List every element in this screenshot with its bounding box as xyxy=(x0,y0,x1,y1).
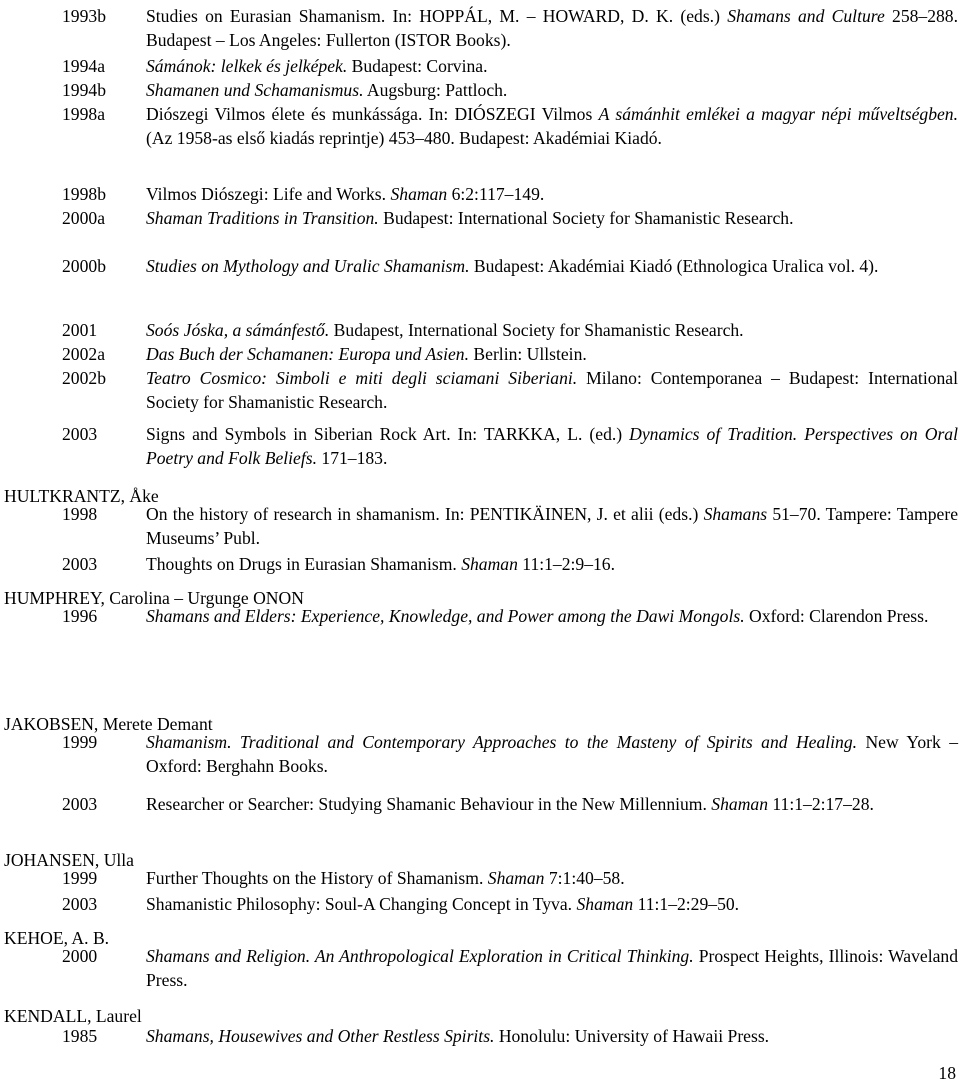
entry-italic-segment: Shaman xyxy=(487,868,545,888)
entry-text xyxy=(146,866,958,890)
entry-year: 2000b xyxy=(62,256,106,276)
author-heading: KEHOE, A. B. xyxy=(4,928,110,948)
entry-year: 1999 xyxy=(62,868,98,888)
entry-text xyxy=(146,54,958,78)
entry-year: 1994b xyxy=(62,80,106,100)
entry-italic-segment: Shaman xyxy=(461,554,518,574)
entry-segment: (Az 1958-as első kiadás reprintje) 453–480. Budapest: Akadémiai Kiadó. xyxy=(146,128,662,148)
entry-segment: 171–183. xyxy=(317,448,388,468)
entry-segment: Honolulu: University of Hawaii Press. xyxy=(494,1026,770,1046)
entry-text xyxy=(146,792,958,816)
entry-segment: Shamanistic Philosophy: Soul-A Changing Concept in Tyva. xyxy=(146,894,577,914)
entry-segment: 7:1:40–58. xyxy=(544,868,625,888)
entry-text xyxy=(146,342,958,366)
entry-text xyxy=(146,944,958,992)
entry-italic-segment: Shamans xyxy=(703,504,768,524)
entry-text xyxy=(146,254,958,278)
entry-segment: 258–288. Budapest – Los Angeles: Fullerton (ISTOR Books). xyxy=(146,6,959,50)
entry-year: 1998 xyxy=(62,504,98,524)
entry-segment: Oxford: Clarendon Press. xyxy=(744,606,929,626)
entry-year: 2002b xyxy=(62,368,106,388)
entry-segment: Budapest: International Society for Shamanistic Research. xyxy=(378,208,794,228)
entry-italic-segment: Teatro Cosmico: Simboli e miti degli sciamani Siberiani. xyxy=(146,368,578,388)
entry-segment: Prospect Heights, Illinois: Waveland Press. xyxy=(146,946,958,990)
entry-year: 1998b xyxy=(62,184,106,204)
entry-segment: On the history of research in shamanism. In: PENTIKÄINEN, J. et alii (eds.) xyxy=(146,504,704,524)
entry-text xyxy=(146,182,958,206)
entry-italic-segment: A sámánhit emlékei a magyar népi műveltségben. xyxy=(598,104,958,124)
entry-segment: 11:1–2:29–50. xyxy=(633,894,740,914)
entry-text xyxy=(146,604,958,628)
entry-year: 2003 xyxy=(62,554,98,574)
entry-year: 2003 xyxy=(62,424,98,444)
entry-text xyxy=(146,102,958,150)
entry-italic-segment: Shamans and Religion. An Anthropological Exploration in Critical Thinking. xyxy=(146,946,694,966)
entry-italic-segment: Studies on Mythology and Uralic Shamanism. xyxy=(146,256,470,276)
entry-segment: 6:2:117–149. xyxy=(447,184,545,204)
entry-italic-segment: Shamans and Culture xyxy=(727,6,885,26)
entry-year: 1993b xyxy=(62,6,106,26)
entry-year: 2000a xyxy=(62,208,105,228)
entry-italic-segment: Shaman Traditions in Transition. xyxy=(146,208,379,228)
author-heading: JOHANSEN, Ulla xyxy=(4,850,134,870)
entry-text xyxy=(146,422,958,470)
author-heading: HULTKRANTZ, Åke xyxy=(4,486,159,506)
entry-segment: Budapest, International Society for Shamanistic Research. xyxy=(329,320,744,340)
entry-year: 1985 xyxy=(62,1026,98,1046)
author-heading: HUMPHREY, Carolina – Urgunge ONON xyxy=(4,588,304,608)
entry-year: 2003 xyxy=(62,794,98,814)
entry-italic-segment: Soós Jóska, a sámánfestő. xyxy=(146,320,330,340)
entry-segment: Studies on Eurasian Shamanism. In: HOPPÁL, M. – HOWARD, D. K. (eds.) xyxy=(146,6,728,26)
author-heading: JAKOBSEN, Merete Demant xyxy=(4,714,213,734)
entry-segment: Vilmos Diószegi: Life and Works. xyxy=(146,184,391,204)
entry-text xyxy=(146,1024,958,1048)
entry-italic-segment: Shaman xyxy=(711,794,768,814)
entry-year: 2002a xyxy=(62,344,105,364)
entry-italic-segment: Shaman xyxy=(576,894,634,914)
entry-text xyxy=(146,4,958,52)
entry-segment: New York – Oxford: Berghahn Books. xyxy=(146,732,958,776)
entry-year: 1998a xyxy=(62,104,105,124)
entry-segment: Berlin: Ullstein. xyxy=(469,344,587,364)
entry-italic-segment: Das Buch der Schamanen: Europa und Asien. xyxy=(146,344,469,364)
entry-segment: 11:1–2:17–28. xyxy=(768,794,874,814)
page-number: 18 xyxy=(938,1063,956,1083)
entry-italic-segment: Shamanism. Traditional and Contemporary Approaches to the Masteny of Spirits and Healing. xyxy=(146,732,858,752)
entry-italic-segment: Shaman xyxy=(390,184,448,204)
entry-text xyxy=(146,502,958,550)
entry-text xyxy=(146,318,958,342)
entry-segment: Budapest: Corvina. xyxy=(347,56,488,76)
entry-italic-segment: Sámánok: lelkek és jelképek. xyxy=(146,56,348,76)
entry-italic-segment: Dynamics of Tradition. Perspectives on Oral Poetry and Folk Beliefs. xyxy=(146,424,958,468)
entry-text xyxy=(146,892,958,916)
entry-segment: Thoughts on Drugs in Eurasian Shamanism. xyxy=(146,554,462,574)
entry-segment: Budapest: Akadémiai Kiadó (Ethnologica Uralica vol. 4). xyxy=(469,256,879,276)
entry-text xyxy=(146,78,958,102)
entry-segment: 51–70. Tampere: Tampere Museums’ Publ. xyxy=(146,504,959,548)
entry-year: 1999 xyxy=(62,732,98,752)
entry-italic-segment: Shamanen und Schamanismus. xyxy=(146,80,364,100)
entry-year: 1996 xyxy=(62,606,98,626)
entry-segment: Researcher or Searcher: Studying Shamanic Behaviour in the New Millennium. xyxy=(146,794,712,814)
entry-text xyxy=(146,206,958,230)
entry-year: 2001 xyxy=(62,320,98,340)
entry-segment: Augsburg: Pattloch. xyxy=(363,80,508,100)
entry-text xyxy=(146,730,958,778)
entry-text xyxy=(146,366,958,414)
entry-year: 1994a xyxy=(62,56,105,76)
entry-segment: 11:1–2:9–16. xyxy=(517,554,615,574)
entry-segment: Signs and Symbols in Siberian Rock Art. In: TARKKA, L. (ed.) xyxy=(146,424,630,444)
entry-year: 2000 xyxy=(62,946,98,966)
entry-italic-segment: Shamans, Housewives and Other Restless Spirits. xyxy=(146,1026,495,1046)
entry-segment: Milano: Contemporanea – Budapest: International Society for Shamanistic Research. xyxy=(146,368,959,412)
entry-italic-segment: Shamans and Elders: Experience, Knowledge, and Power among the Dawi Mongols. xyxy=(146,606,745,626)
entry-text xyxy=(146,552,958,576)
entry-year: 2003 xyxy=(62,894,98,914)
author-heading: KENDALL, Laurel xyxy=(4,1006,142,1026)
entry-segment: Diószegi Vilmos élete és munkássága. In: DIÓSZEGI Vilmos xyxy=(146,104,599,124)
entry-segment: Further Thoughts on the History of Shamanism. xyxy=(146,868,488,888)
